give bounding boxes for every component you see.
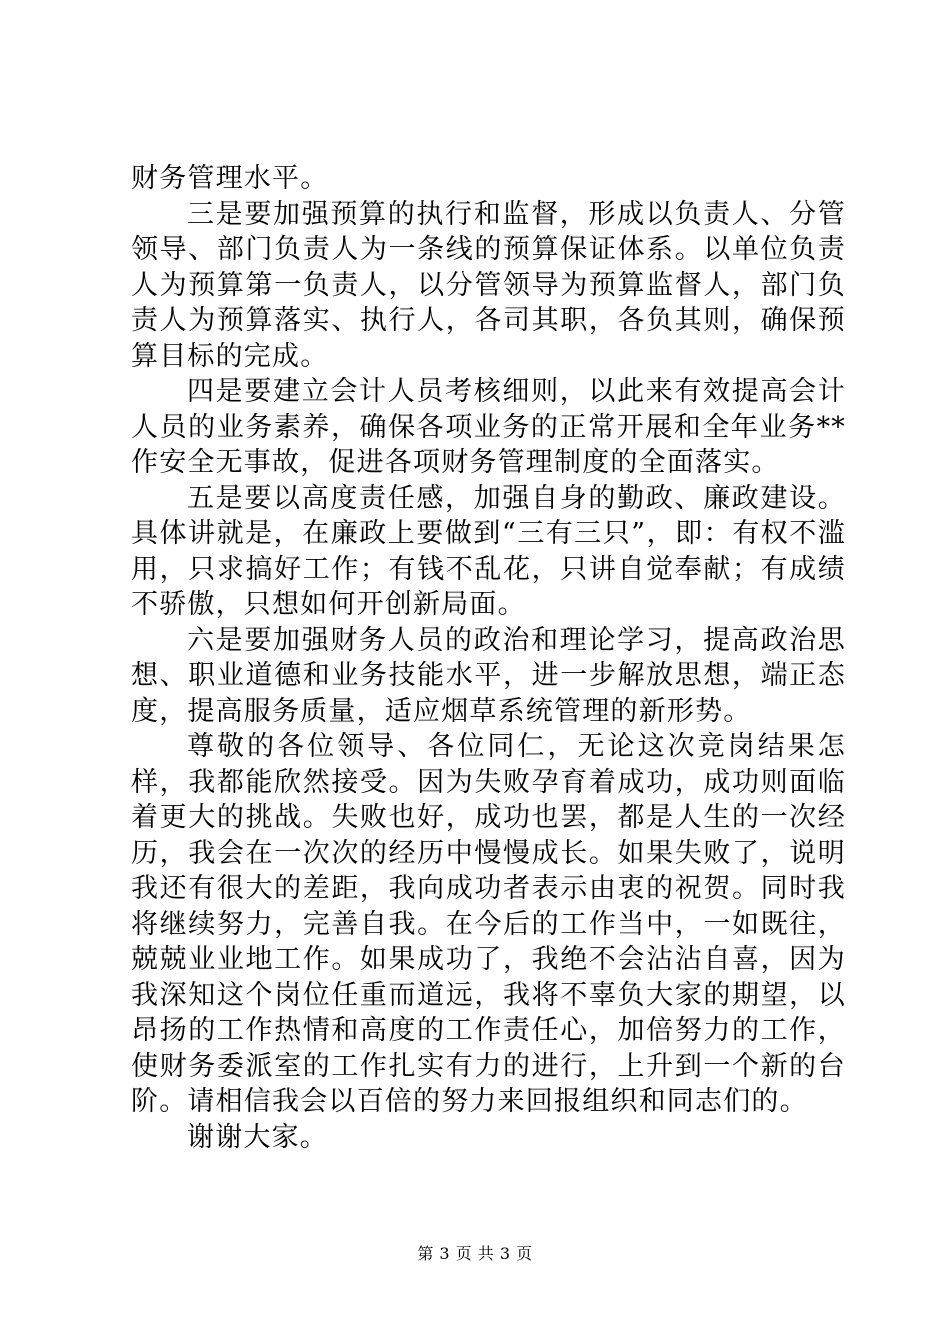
paragraph: 六是要加强财务人员的政治和理论学习，提高政治思想、职业道德和业务技能水平，进一步解放思想，端正态度，提高服务质量，适应烟草系统管理的新形势。 [131, 624, 846, 727]
paragraph: 尊敬的各位领导、各位同仁，无论这次竞岗结果怎样，我都能欣然接受。因为失败孕育着成功，成功则面临着更大的挑战。失败也好，成功也罢，都是人生的一次经历，我会在一次次的经历中慢慢成长。如果失败了，说明我还有很大的差距，我向成功者表示由衷的祝贺。同时我将继续努力，完善自我。在今后的工作当中，一如既往，兢兢业业地工作。如果成功了，我绝不会沾沾自喜，因为我深知这个岗位任重而道远，我将不辜负大家的期望，以昂扬的工作热情和高度的工作责任心，加倍努力的工作，使财务委派室的工作扎实有力的进行，上升到一个新的台阶。请相信我会以百倍的努力来回报组织和同志们的。 [131, 731, 846, 1117]
paragraph: 三是要加强预算的执行和监督，形成以负责人、分管领导、部门负责人为一条线的预算保证体系。以单位负责人为预算第一负责人，以分管领导为预算监督人，部门负责人为预算落实、执行人，各司其职，各负其则，确保预算目标的完成。 [131, 198, 846, 372]
paragraph: 五是要以高度责任感，加强自身的勤政、廉政建设。具体讲就是，在廉政上要做到“三有三只”，即：有权不滥用，只求搞好工作；有钱不乱花，只讲自觉奉献；有成绩不骄傲，只想如何开创新局面。 [131, 482, 846, 620]
document-body [131, 161, 846, 1155]
paragraph: 财务管理水平。 [131, 163, 329, 194]
paragraph: 四是要建立会计人员考核细则，以此来有效提高会计人员的业务素养，确保各项业务的正常开展和全年业务**作安全无事故，促进各项财务管理制度的全面落实。 [131, 376, 846, 478]
page-number-footer: 第 3 页 共 3 页 [417, 1244, 533, 1263]
paragraph: 谢谢大家。 [187, 1121, 328, 1153]
